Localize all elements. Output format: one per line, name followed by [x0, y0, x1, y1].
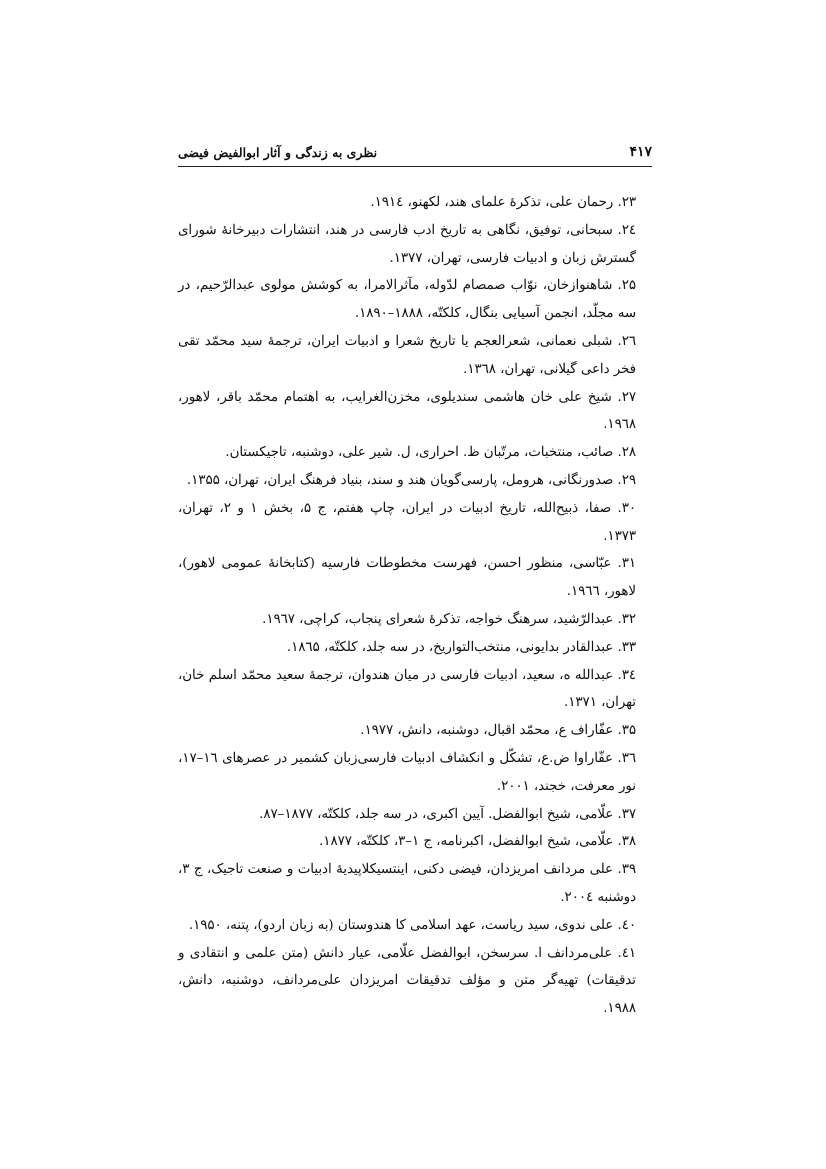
reference-item-37 [178, 801, 652, 829]
reference-item-35 [178, 717, 652, 745]
reference-number: ۳۳. [617, 639, 636, 655]
reference-item-39 [178, 856, 652, 912]
running-header [178, 140, 652, 167]
reference-item-32 [178, 606, 652, 634]
reference-number: ۳۰. [617, 500, 637, 516]
reference-item-30 [178, 495, 652, 551]
reference-item-25 [178, 272, 652, 328]
reference-number: ۲۳. [617, 195, 636, 210]
bibliography-list [178, 189, 652, 1023]
reference-number: ۳۲. [617, 611, 636, 627]
reference-item-23 [178, 189, 652, 217]
reference-number: ۲٦. [617, 333, 636, 349]
reference-text: علی ندوی، سید ریاست، عهد اسلامی کا هندوستان (به زبان اردو)، پتنه، ۱۹۵۰. [188, 917, 614, 933]
reference-text: علّامی، شیخ ابوالفضل. آیین اکبری، در سه جلد، کلکتّه، ۱۸۷۷–۸۷. [259, 806, 614, 822]
reference-number: ۳٤. [617, 667, 636, 683]
reference-number: ۲۹. [617, 472, 636, 488]
reference-text: علی مردانف امریزدان، فیضی دکنی، اینتسیکلاپیدیۀ ادبیات و صنعت تاجیک، ج ۳، دوشنبه ۲۰۰٤. [178, 862, 636, 905]
reference-number: ۳۵. [617, 723, 636, 739]
page-number: ۴۱۷ [629, 144, 652, 160]
reference-number: ۳۸. [617, 834, 636, 850]
reference-text: علّامی، شیخ ابوالفضل، اکبرنامه، ج ۱–۳، کلکتّه، ۱۸۷۷. [319, 834, 614, 850]
reference-text: عفّاراف ع، محمّد اقبال، دوشنبه، دانش، ۱۹۷۷. [360, 723, 614, 739]
reference-item-28 [178, 439, 652, 467]
reference-text: عبدالرّشید، سرهنگ خواجه، تذکرۀ شعرای پنجاب، کراچی، ۱۹٦۷. [262, 611, 614, 627]
reference-text: شیخ علی خان هاشمی سندیلوی، مخزن‌الغرایب، به اهتمام محمّد باقر، لاهور، ۱۹٦۸. [178, 389, 636, 433]
reference-text: شاهنوازخان، نوّاب صمصام لدّوله، مآثرالامرا، به کوشش مولوی عبدالرّحیم، در سه مجلّد، انجمن آسیایی بنگال، کلکتّه، ۱۸۸۸–۱۸۹۰. [178, 278, 636, 322]
reference-number: ۳۷. [617, 806, 636, 822]
reference-item-33 [178, 634, 652, 662]
reference-text: صفا، ذبیح‌الله، تاریخ ادبیات در ایران، چاپ هفتم، ج ۵، بخش ۱ و ۲، تهران، ۱۳۷۳. [178, 500, 636, 544]
reference-number: ۲۵. [617, 278, 636, 294]
reference-text: رحمان علی، تذکرۀ علمای هند، لکهنو، ۱۹۱٤. [370, 195, 614, 210]
reference-text: عبّاسی، منظور احسن، فهرست مخطوطات فارسیه (کتابخانۀ عمومی لاهور)، لاهور، ۱۹٦٦. [178, 556, 636, 600]
reference-text: عبدالقادر بدایونی، منتخب‌التواریخ، در سه جلد، کلکتّه، ۱۸٦۵. [286, 639, 614, 655]
reference-item-26 [178, 328, 652, 384]
reference-text: علی‌مردانف ا. سرسخن، ابوالفضل علّامی، عیار دانش (متن علمی و انتقادی و تدقیقات) تهیه‌گر متن و مؤلف تدقیقات امریزدان علی‌مردانف، دوشنبه، دانش، ۱۹۸۸. [178, 945, 636, 1017]
reference-number: ۳۱. [617, 556, 636, 572]
reference-number: ۳٦. [617, 750, 636, 766]
reference-number: ٤۰. [617, 917, 636, 933]
reference-text: سبحانی، توفیق، نگاهی به تاریخ ادب فارسی در هند، انتشارات دبیرخانۀ شورای گسترش زبان و ادبیات فارسی، تهران، ۱۳۷۷. [178, 222, 636, 266]
reference-text: عبدالله ه، سعید، ادبیات فارسی در میان هندوان، ترجمۀ سعید محمّد اسلم خان، تهران، ۱۳۷۱. [178, 667, 636, 711]
reference-item-29 [178, 467, 652, 495]
reference-item-31 [178, 550, 652, 606]
reference-text: صدورنگانی، هرومل، پارسی‌گویان هند و سند، بنیاد فرهنگ ایران، تهران، ۱۳۵۵. [186, 472, 614, 488]
reference-number: ٤۱. [617, 945, 636, 961]
reference-item-36 [178, 745, 652, 801]
reference-item-38 [178, 828, 652, 856]
reference-text: شبلی نعمانی، شعرالعجم یا تاریخ شعرا و ادبیات ایران، ترجمۀ سید محمّد تقی فخر داعی گیلانی، تهران، ۱۳٦۸. [178, 333, 636, 377]
reference-number: ۳۹. [617, 862, 636, 878]
reference-item-27 [178, 384, 652, 440]
book-title: نظری به زندگی و آثار ابوالفیض فیضی [178, 145, 378, 160]
reference-text: عفّاراوا ض.ع، تشکّل و انکشاف ادبیات فارسی‌زبان کشمیر در عصرهای ۱٦–۱۷، نور معرفت، خجند، ۲۰۰۱. [178, 750, 636, 794]
reference-item-41 [178, 940, 652, 1023]
reference-number: ۲٤. [617, 222, 636, 238]
reference-number: ۲۸. [617, 445, 636, 461]
reference-number: ۲۷. [617, 389, 637, 405]
reference-item-24 [178, 217, 652, 273]
reference-item-40 [178, 912, 652, 940]
reference-item-34 [178, 662, 652, 718]
reference-text: صائب، منتخبات، مرتّبان ظ. احراری، ل. شیر علی، دوشنبه، تاجیکستان. [225, 445, 614, 461]
